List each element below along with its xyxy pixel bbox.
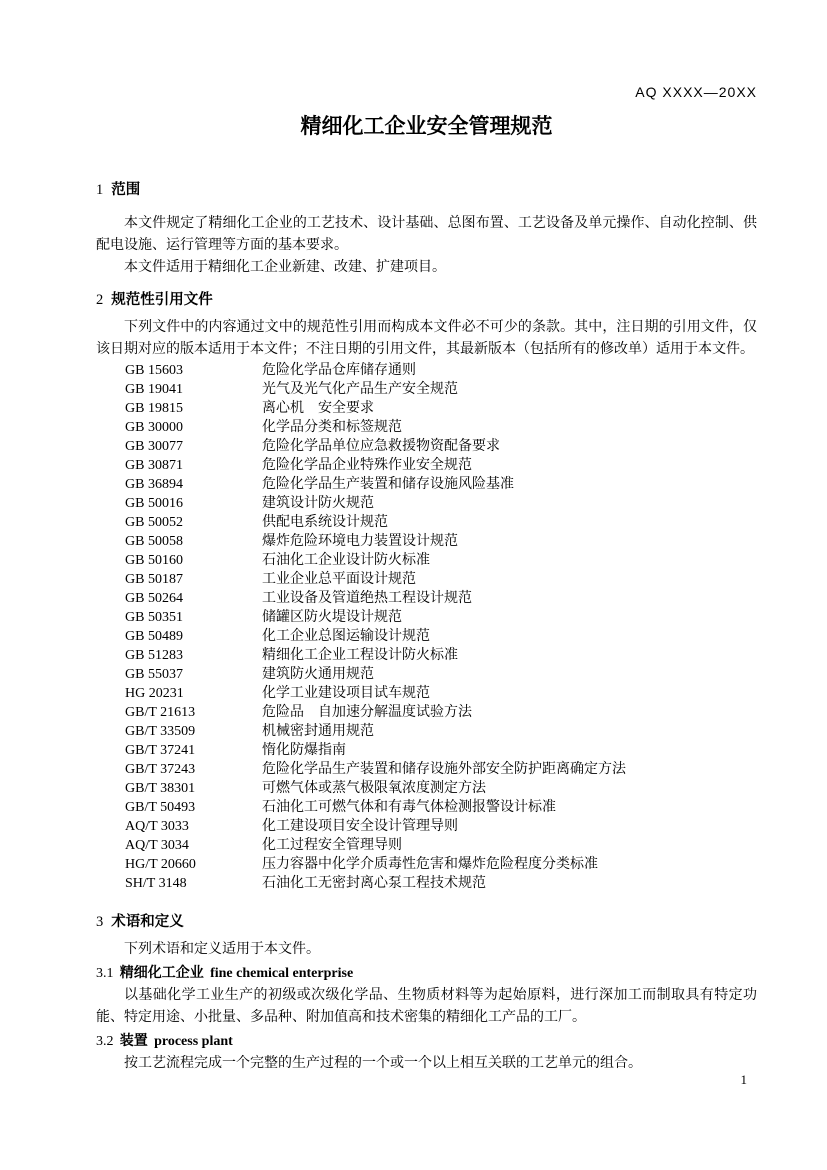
reference-code: GB/T 21613: [125, 705, 196, 720]
term-3-1: [96, 961, 757, 1029]
reference-code: GB 19815: [125, 401, 183, 416]
reference-row: [96, 361, 757, 380]
reference-row: [96, 608, 757, 627]
reference-code: GB/T 37241: [125, 743, 196, 758]
section-2-heading: [96, 291, 757, 309]
reference-title: 建筑防火通用规范: [262, 667, 374, 682]
page-number: 1: [740, 1072, 747, 1087]
reference-title: 精细化工企业工程设计防火标准: [262, 648, 458, 663]
reference-code: GB 50489: [125, 629, 183, 644]
term-zh-label: 精细化工企业: [119, 964, 204, 980]
doc-number: AQ XXXX—20XX: [635, 84, 757, 100]
reference-title: 石油化工可燃气体和有毒气体检测报警设计标准: [262, 800, 556, 815]
section-1-paragraph-2: 本文件适用于精细化工企业新建、改建、扩建项目。: [124, 260, 446, 275]
reference-row: [96, 494, 757, 513]
reference-row: [96, 798, 757, 817]
reference-title: 惰化防爆指南: [262, 743, 346, 758]
term-definition: 按工艺流程完成一个完整的生产过程的一个或一个以上相互关联的工艺单元的组合。: [124, 1056, 642, 1071]
reference-row: [96, 437, 757, 456]
reference-row: [96, 855, 757, 874]
reference-title: 化学品分类和标签规范: [262, 420, 402, 435]
section-3-number: 3: [96, 914, 104, 930]
reference-title: 光气及光气化产品生产安全规范: [262, 382, 458, 397]
section-1-title: 范围: [111, 182, 141, 198]
reference-code: GB/T 38301: [125, 781, 196, 796]
reference-title: 石油化工无密封离心泵工程技术规范: [262, 876, 486, 891]
reference-code: GB 50187: [125, 572, 183, 587]
reference-title: 工业企业总平面设计规范: [262, 572, 416, 587]
reference-row: [96, 722, 757, 741]
reference-row: [96, 874, 757, 893]
reference-row: [96, 665, 757, 684]
reference-row: [96, 532, 757, 551]
reference-code: GB 50058: [125, 534, 183, 549]
reference-title: 化工过程安全管理导则: [262, 838, 402, 853]
reference-row: [96, 513, 757, 532]
reference-code: GB 36894: [125, 477, 183, 492]
reference-row: [96, 456, 757, 475]
reference-title: 离心机 安全要求: [262, 401, 374, 416]
reference-row: [96, 836, 757, 855]
reference-title: 工业设备及管道绝热工程设计规范: [262, 591, 472, 606]
term-3-2: [96, 1029, 757, 1075]
reference-title: 建筑设计防火规范: [262, 496, 374, 511]
reference-code: GB 15603: [125, 363, 183, 378]
reference-code: GB 19041: [125, 382, 183, 397]
reference-code: GB/T 50493: [125, 800, 196, 815]
reference-title: 危险化学品生产装置和储存设施风险基准: [262, 477, 514, 492]
section-2-intro: 下列文件中的内容通过文中的规范性引用而构成本文件必不可少的条款。其中，注日期的引用文件，仅该日期对应的版本适用于本文件；不注日期的引用文件，其最新版本（包括所有的修改单）适用于本文件。: [96, 320, 757, 357]
reference-row: [96, 380, 757, 399]
term-3-1-heading: [96, 961, 757, 985]
term-number: 3.1: [96, 966, 114, 981]
reference-code: GB/T 33509: [125, 724, 196, 739]
reference-row: [96, 589, 757, 608]
reference-code: GB 30077: [125, 439, 183, 454]
reference-title: 爆炸危险环境电力装置设计规范: [262, 534, 458, 549]
reference-list: [96, 361, 757, 893]
reference-row: [96, 418, 757, 437]
reference-code: AQ/T 3034: [125, 838, 189, 853]
doc-title: 精细化工企业安全管理规范: [300, 115, 553, 138]
reference-title: 危险化学品单位应急救援物资配备要求: [262, 439, 500, 454]
term-en-label: fine chemical enterprise: [210, 966, 354, 981]
term-en-label: process plant: [154, 1034, 233, 1049]
reference-title: 供配电系统设计规范: [262, 515, 388, 530]
reference-code: GB 50052: [125, 515, 183, 530]
section-3-intro: 下列术语和定义适用于本文件。: [124, 942, 320, 957]
reference-title: 化工建设项目安全设计管理导则: [262, 819, 458, 834]
reference-title: 化工企业总图运输设计规范: [262, 629, 430, 644]
section-1-heading: [96, 181, 757, 199]
reference-code: HG/T 20660: [125, 857, 196, 872]
reference-row: [96, 703, 757, 722]
reference-code: GB 30871: [125, 458, 183, 473]
reference-row: [96, 570, 757, 589]
reference-title: 可燃气体或蒸气极限氧浓度测定方法: [262, 781, 486, 796]
section-3-heading: [96, 913, 757, 931]
reference-row: [96, 475, 757, 494]
term-definition: 以基础化学工业生产的初级或次级化学品、生物质材料等为起始原料，进行深加工而制取具有特定功能、特定用途、小批量、多品种、附加值高和技术密集的精细化工产品的工厂。: [96, 988, 757, 1025]
reference-title: 储罐区防火堤设计规范: [262, 610, 402, 625]
reference-title: 压力容器中化学介质毒性危害和爆炸危险程度分类标准: [262, 857, 598, 872]
reference-title: 危险品 自加速分解温度试验方法: [262, 705, 472, 720]
term-number: 3.2: [96, 1034, 114, 1049]
reference-title: 化学工业建设项目试车规范: [262, 686, 430, 701]
reference-code: SH/T 3148: [125, 876, 187, 891]
reference-title: 机械密封通用规范: [262, 724, 374, 739]
reference-title: 危险化学品仓库储存通则: [262, 363, 416, 378]
reference-code: GB 55037: [125, 667, 183, 682]
section-1-number: 1: [96, 182, 104, 198]
reference-row: [96, 551, 757, 570]
term-3-2-heading: [96, 1029, 757, 1053]
reference-code: GB 50264: [125, 591, 183, 606]
reference-title: 石油化工企业设计防火标准: [262, 553, 430, 568]
reference-code: AQ/T 3033: [125, 819, 189, 834]
section-3-title: 术语和定义: [111, 914, 184, 930]
reference-row: [96, 627, 757, 646]
section-2-number: 2: [96, 292, 104, 308]
term-zh-label: 装置: [119, 1032, 148, 1048]
reference-code: GB 50351: [125, 610, 183, 625]
reference-title: 危险化学品生产装置和储存设施外部安全防护距离确定方法: [262, 762, 626, 777]
reference-code: GB 30000: [125, 420, 183, 435]
reference-row: [96, 741, 757, 760]
reference-code: GB/T 37243: [125, 762, 196, 777]
reference-row: [96, 779, 757, 798]
reference-code: GB 51283: [125, 648, 183, 663]
reference-row: [96, 646, 757, 665]
reference-code: GB 50160: [125, 553, 183, 568]
reference-row: [96, 817, 757, 836]
reference-row: [96, 760, 757, 779]
reference-code: GB 50016: [125, 496, 183, 511]
reference-row: [96, 684, 757, 703]
reference-code: HG 20231: [125, 686, 184, 701]
section-2-title: 规范性引用文件: [111, 292, 213, 308]
reference-row: [96, 399, 757, 418]
reference-title: 危险化学品企业特殊作业安全规范: [262, 458, 472, 473]
section-1-paragraph-1: 本文件规定了精细化工企业的工艺技术、设计基础、总图布置、工艺设备及单元操作、自动化控制、供配电设施、运行管理等方面的基本要求。: [96, 216, 757, 253]
